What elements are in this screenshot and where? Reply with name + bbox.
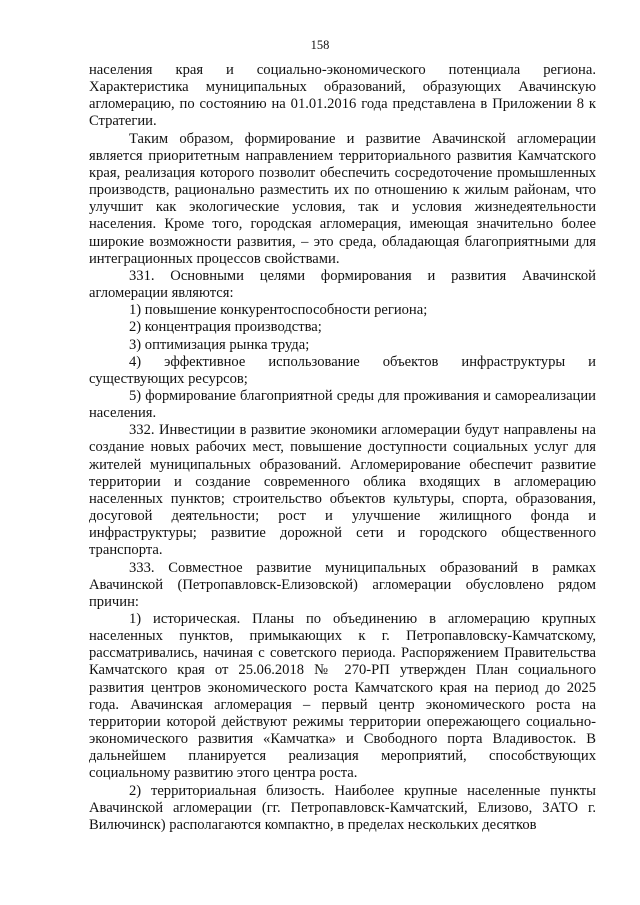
paragraph-agglomeration-priority: Таким образом, формирование и развитие Авачинской агломерации является приоритетным направлением территориального развития Камчатского края, реализация которого позволит обеспечить сосредоточение промышленных производств, рационально разместить их по отношению к жилым районам, что улучшит как экологические условия, так и условия жизнедеятельности населения. Кроме того, городская агломерация, имеющая значительно более широкие возможности развития, – это среда, обладающая благоприятными для интеграционных процессов свойствами. [89,130,596,267]
page-number: 158 [310,38,330,52]
goal-item-2: 2) концентрация производства; [129,319,322,336]
paragraph-continuation: населения края и социально-экономического потенциала региона. Характеристика муниципальных образований, образующих Авачинскую агломерацию, по состоянию на 01.01.2016 года представлена в Приложении 8 к Стратегии. [89,62,596,130]
reason-item-1-historical: 1) историческая. Планы по объединению в агломерацию крупных населенных пунктов, примыкающих к г. Петропавловску-Камчатскому, рассматривались, начиная с советского периода. Распоряжением Правительства Камчатского края от 25.06.2018 № 270-РП утвержден План социального развития центров экономического роста Камчатского края на период до 2025 года. Авачинская агломерация – первый центр экономического роста на территории которой действуют режимы территории опережающего социально-экономического развития «Камчатка» и Свободного порта Владивосток. В дальнейшем планируется реализация мероприятий, способствующих социальному развитию этого центра роста. [89,611,596,782]
goal-item-1: 1) повышение конкурентоспособности региона; [129,302,428,319]
paragraph-333-reasons: 333. Совместное развитие муниципальных образований в рамках Авачинской (Петропавловск-Елизовской) агломерации обусловлено рядом причин: [89,559,596,610]
goal-item-4: 4) эффективное использование объектов инфраструктуры и существующих ресурсов; [89,353,596,387]
goal-item-3: 3) оптимизация рынка труда; [129,336,310,353]
reason-item-2-territorial: 2) территориальная близость. Наиболее крупные населенные пункты Авачинской агломерации (гг. Петропавловск-Камчатский, Елизово, ЗАТО г. Вилючинск) располагаются компактно, в пределах нескольких десятков [89,782,596,833]
page-body [89,62,596,834]
paragraph-331-goals: 331. Основными целями формирования и развития Авачинской агломерации являются: [89,267,596,302]
goal-item-5: 5) формирование благоприятной среды для проживания и самореализации населения. [89,387,596,422]
paragraph-332-investments: 332. Инвестиции в развитие экономики агломерации будут направлены на создание новых рабочих мест, повышение доступности социальных услуг для жителей муниципальных образований. Агломерирование обеспечит развитие территории и создание современного облика входящих в агломерацию населенных пунктов; строительство объектов культуры, спорта, образования, досуговой деятельности; рост и улучшение жилищного фонда и инфраструктуры; развитие дорожной сети и городского общественного транспорта. [89,422,596,559]
